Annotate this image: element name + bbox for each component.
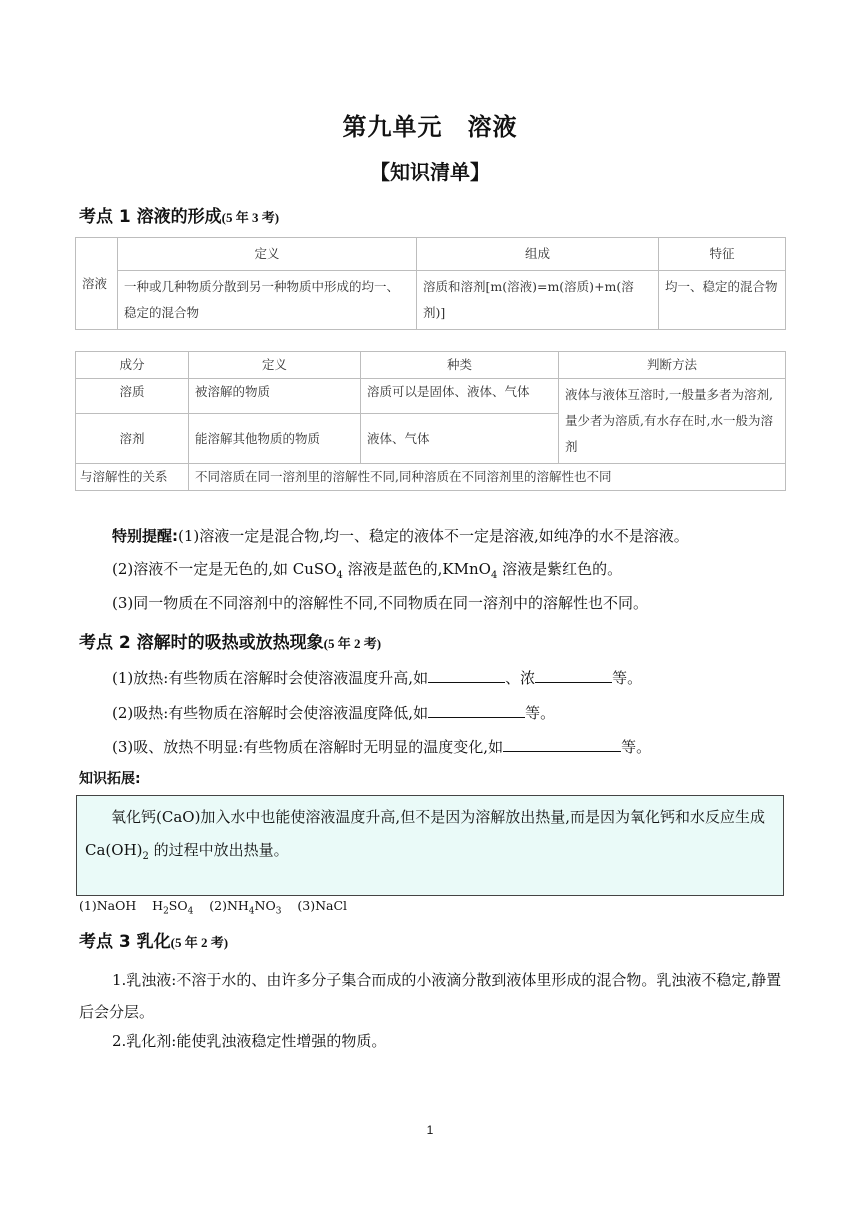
emulsion-p2: 2.乳化剂:能使乳浊液稳定性增强的物质。 bbox=[112, 1032, 387, 1050]
heat-release-line: (1)放热:有些物质在溶解时会使溶液温度升高,如 、浓 等。 bbox=[79, 666, 789, 688]
section-3-note: (5 年 2 考) bbox=[170, 935, 229, 950]
blank-1[interactable] bbox=[428, 666, 505, 683]
section-3-heading bbox=[79, 927, 228, 952]
cell-composition: 溶质和溶剂[m(溶液)=m(溶质)+m(溶剂)] bbox=[417, 271, 659, 330]
reminder-text-1: (1)溶液一定是混合物,均一、稳定的液体不一定是溶液,如纯净的水不是溶液。 bbox=[178, 527, 689, 545]
blank-3[interactable] bbox=[428, 701, 525, 718]
section-3-title: 考点 3 乳化 bbox=[79, 932, 171, 952]
reminder-p2: (2)溶液不一定是无色的,如 CuSO$_4$ 溶液是蓝色的,KMnO$_4$ 溶液是紫红色的。 bbox=[112, 560, 623, 581]
row-label-solution: 溶液 bbox=[76, 238, 118, 330]
cell-definition: 一种或几种物质分散到另一种物质中形成的均一、稳定的混合物 bbox=[118, 271, 417, 330]
answer-key: (1)NaOH $H_2SO_4$ $(2)NH_4NO_3$ (3)NaCl bbox=[79, 898, 348, 917]
header-component: 成分 bbox=[76, 352, 189, 379]
cell-solvent-def: 能溶解其他物质的物质 bbox=[189, 414, 361, 464]
heat-neutral-line: (3)吸、放热不明显:有些物质在溶解时无明显的温度变化,如 等。 bbox=[79, 735, 789, 757]
section-1-note: (5 年 3 考) bbox=[221, 210, 280, 225]
header-judge: 判断方法 bbox=[559, 352, 786, 379]
expand-box bbox=[76, 795, 784, 896]
reminder-label: 特别提醒: bbox=[112, 527, 178, 545]
cell-solute-name: 溶质 bbox=[76, 379, 189, 414]
header-kind: 种类 bbox=[361, 352, 559, 379]
cell-relation-name: 与溶解性的关系 bbox=[76, 464, 189, 491]
cell-solute-def: 被溶解的物质 bbox=[189, 379, 361, 414]
heat-absorb-line: (2)吸热:有些物质在溶解时会使溶液温度降低,如 等。 bbox=[79, 701, 789, 723]
reminder-p1 bbox=[79, 526, 799, 546]
expand-label: 知识拓展: bbox=[79, 771, 141, 787]
reminder-p3: (3)同一物质在不同溶剂中的溶解性不同,不同物质在同一溶剂中的溶解性也不同。 bbox=[112, 594, 649, 612]
emulsion-p1: 1.乳浊液:不溶于水的、由许多分子集合而成的小液滴分散到液体里形成的混合物。乳浊液不稳定,静置后会分层。 bbox=[79, 971, 782, 1021]
header-def: 定义 bbox=[189, 352, 361, 379]
cell-feature: 均一、稳定的混合物 bbox=[659, 271, 786, 330]
section-2-heading bbox=[79, 628, 381, 653]
section-1-title: 考点 1 溶液的形成 bbox=[79, 207, 222, 227]
solution-table bbox=[75, 237, 786, 330]
cell-solute-kind: 溶质可以是固体、液体、气体 bbox=[361, 379, 559, 414]
cell-solvent-name: 溶剂 bbox=[76, 414, 189, 464]
expand-text: 氧化钙(CaO)加入水中也能使溶液温度升高,但不是因为溶解放出热量,而是因为氧化钙和水反应生成 $Ca(OH)_2$ 的过程中放出热量。 bbox=[85, 808, 765, 862]
blank-4[interactable] bbox=[503, 735, 621, 752]
cell-judge-method: 液体与液体互溶时,一般量多者为溶剂,量少者为溶质,有水存在时,水一般为溶剂 bbox=[559, 379, 786, 464]
blank-2[interactable] bbox=[535, 666, 612, 683]
page-number: 1 bbox=[426, 1123, 434, 1137]
header-composition: 组成 bbox=[417, 238, 659, 271]
header-definition: 定义 bbox=[118, 238, 417, 271]
page-subtitle: 【知识清单】 bbox=[370, 160, 490, 184]
header-feature: 特征 bbox=[659, 238, 786, 271]
cell-relation-text: 不同溶质在同一溶剂里的溶解性不同,同种溶质在不同溶剂里的溶解性也不同 bbox=[189, 464, 786, 491]
components-table bbox=[75, 351, 786, 491]
section-2-title: 考点 2 溶解时的吸热或放热现象 bbox=[79, 633, 324, 653]
section-1-heading bbox=[79, 202, 279, 227]
page-title: 第九单元 溶液 bbox=[342, 113, 518, 141]
cell-solvent-kind: 液体、气体 bbox=[361, 414, 559, 464]
section-2-note: (5 年 2 考) bbox=[323, 636, 382, 651]
